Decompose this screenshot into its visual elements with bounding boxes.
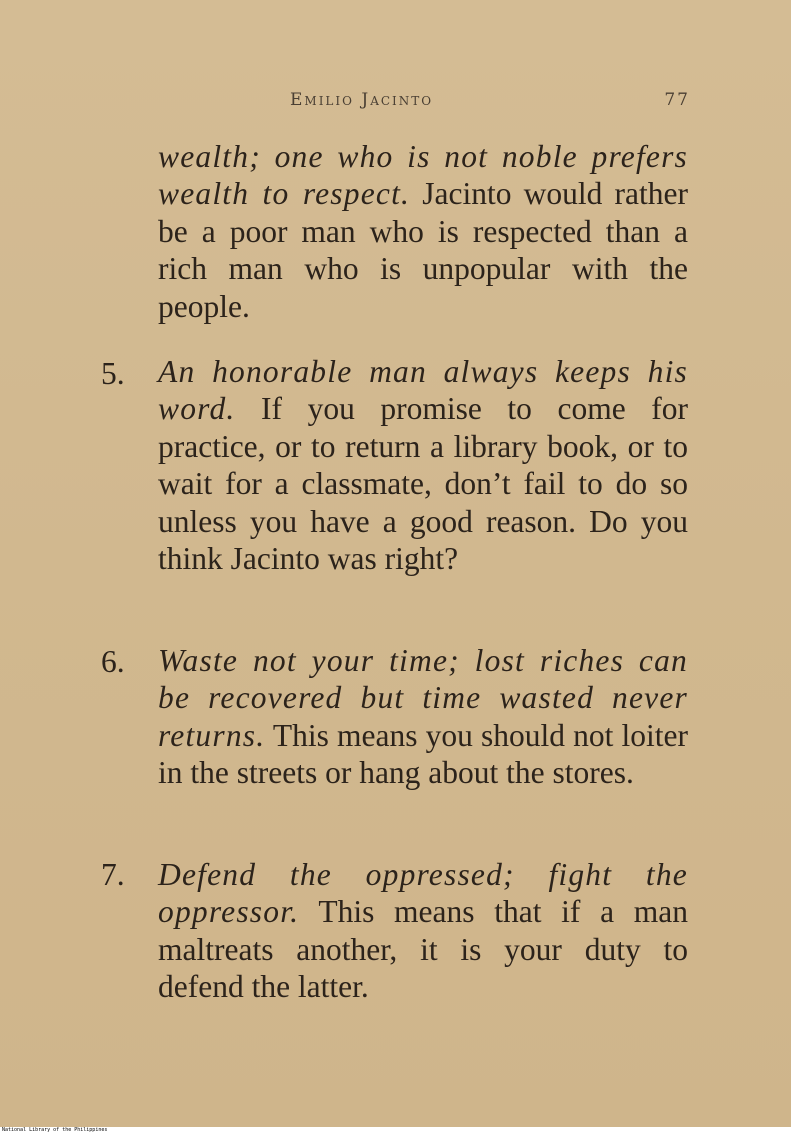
paragraph-text: If you promise to come for practice, or to return a library book, or to wait for a classmate, don’t fail to do so unless you have a good reason. Do you think Jacinto was right? [158, 391, 688, 577]
item-number: 7. [101, 857, 125, 892]
paragraph-text: Jacinto would rather be a poor man who is respected than a rich man who is unpopular with the people. [158, 176, 688, 324]
maxim-italic: An honorable man always keeps his word. [158, 354, 688, 427]
paragraph-item-7 [158, 856, 688, 1006]
paragraph-item-6 [158, 642, 688, 792]
paragraph-text: This means that if a man maltreats another, it is your duty to defend the latter. [158, 894, 688, 1005]
paragraph-text: This means you should not loiter in the streets or hang about the stores. [158, 717, 688, 791]
page-number: 77 [664, 90, 690, 110]
library-credit: National Library of the Philippines [2, 1127, 108, 1133]
maxim-italic: Waste not your time; lost riches can be recovered but time wasted never returns. [158, 643, 688, 753]
item-number: 5. [101, 356, 125, 391]
maxim-italic: wealth; one who is not noble prefers wealth to respect. [158, 139, 688, 212]
bottom-strip [0, 1127, 791, 1133]
paragraph-continued [158, 138, 688, 325]
paragraph-item-5 [158, 353, 688, 577]
maxim-italic: Defend the oppressed; fight the oppressor. [158, 857, 688, 930]
running-title: Emilio Jacinto [290, 90, 434, 110]
running-header [290, 90, 690, 120]
item-number: 6. [101, 644, 125, 679]
